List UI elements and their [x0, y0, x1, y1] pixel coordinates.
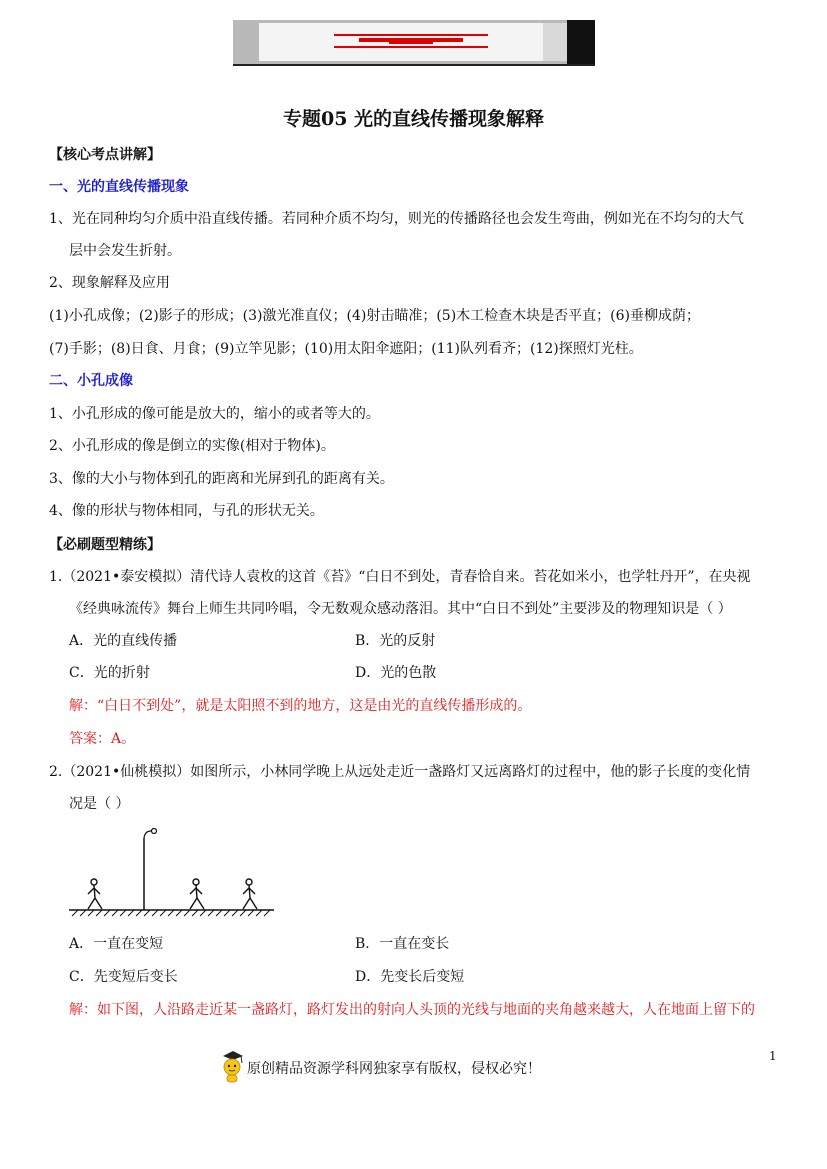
part1-item1-line2: 层中会发生折射。 [69, 243, 181, 259]
q2-solution: 解：如下图，人沿路走近某一盏路灯，路灯发出的射向人头顶的光线与地面的夹角越来越大，人在地面上留下的 [69, 1002, 755, 1018]
applications-line2: (7)手影；(8)日食、月食；(9)立竿见影；(10)用太阳伞遮阳；(11)队列看齐；(12)探照灯光柱。 [49, 341, 643, 357]
q1-stem-line2: 《经典咏流传》舞台上师生共同吟唱，令无数观众感动落泪。其中“白日不到处”主要涉及的物理知识是（ ） [69, 601, 732, 617]
q1-option-a: A．光的直线传播 [69, 633, 178, 649]
page-number: 1 [769, 1049, 777, 1063]
person-near [243, 879, 257, 909]
street-lamp [144, 829, 157, 911]
part2-item: 4、像的形状与物体相同，与孔的形状无关。 [49, 503, 324, 519]
q2-stem-line1: 2.（2021•仙桃模拟）如图所示，小林同学晚上从远处走近一盏路灯又远离路灯的过程中，他的影子长度的变化情 [49, 764, 751, 780]
q1-solution: 解：“白日不到处”，就是太阳照不到的地方，这是由光的直线传播形成的。 [69, 698, 532, 714]
part2-item: 2、小孔形成的像是倒立的实像(相对于物体)。 [49, 438, 335, 454]
street-lamp-figure [66, 826, 278, 918]
q2-option-a: A．一直在变短 [69, 936, 164, 952]
q2-option-b: B．一直在变长 [355, 936, 450, 952]
header-banner [233, 20, 595, 67]
part2-item: 1、小孔形成的像可能是放大的，缩小的或者等大的。 [49, 406, 380, 422]
copyright-note: 原创精品资源学科网独家享有版权，侵权必究！ [247, 1061, 541, 1077]
part1-item1-line1: 1、光在同种均匀介质中沿直线传播。若同种介质不均匀，则光的传播路径也会发生弯曲，例如光在不均匀的大气 [49, 211, 744, 227]
part2-heading: 二、小孔成像 [49, 373, 133, 389]
section-core-heading: 【核心考点讲解】 [49, 147, 161, 163]
section-practice-heading: 【必刷题型精练】 [49, 537, 161, 553]
person-far [88, 879, 102, 909]
page-title: 专题05 光的直线传播现象解释 [282, 108, 545, 130]
person-middle [190, 879, 204, 909]
q1-answer: 答案：A。 [69, 731, 136, 747]
q1-option-d: D．光的色散 [355, 665, 437, 681]
part1-item2: 2、现象解释及应用 [49, 275, 170, 291]
q1-stem-line1: 1.（2021•泰安模拟）清代诗人袁枚的这首《苔》“白日不到处，青春恰自来。苔花如米小，也学牡丹开”，在央视 [49, 569, 751, 585]
q1-option-b: B．光的反射 [355, 633, 436, 649]
part1-heading: 一、光的直线传播现象 [49, 179, 189, 195]
part2-item: 3、像的大小与物体到孔的距离和光屏到孔的距离有关。 [49, 471, 394, 487]
applications-line1: (1)小孔成像；(2)影子的形成；(3)激光准直仪；(4)射击瞄准；(5)木工检查木块是否平直；(6)垂柳成荫； [49, 308, 700, 324]
q2-option-d: D．先变长后变短 [355, 969, 465, 985]
q2-stem-line2: 况是（ ） [69, 796, 130, 812]
mascot-icon [219, 1050, 245, 1084]
q1-option-c: C．光的折射 [69, 665, 150, 681]
q2-option-c: C．先变短后变长 [69, 969, 178, 985]
ground-line [69, 910, 274, 916]
